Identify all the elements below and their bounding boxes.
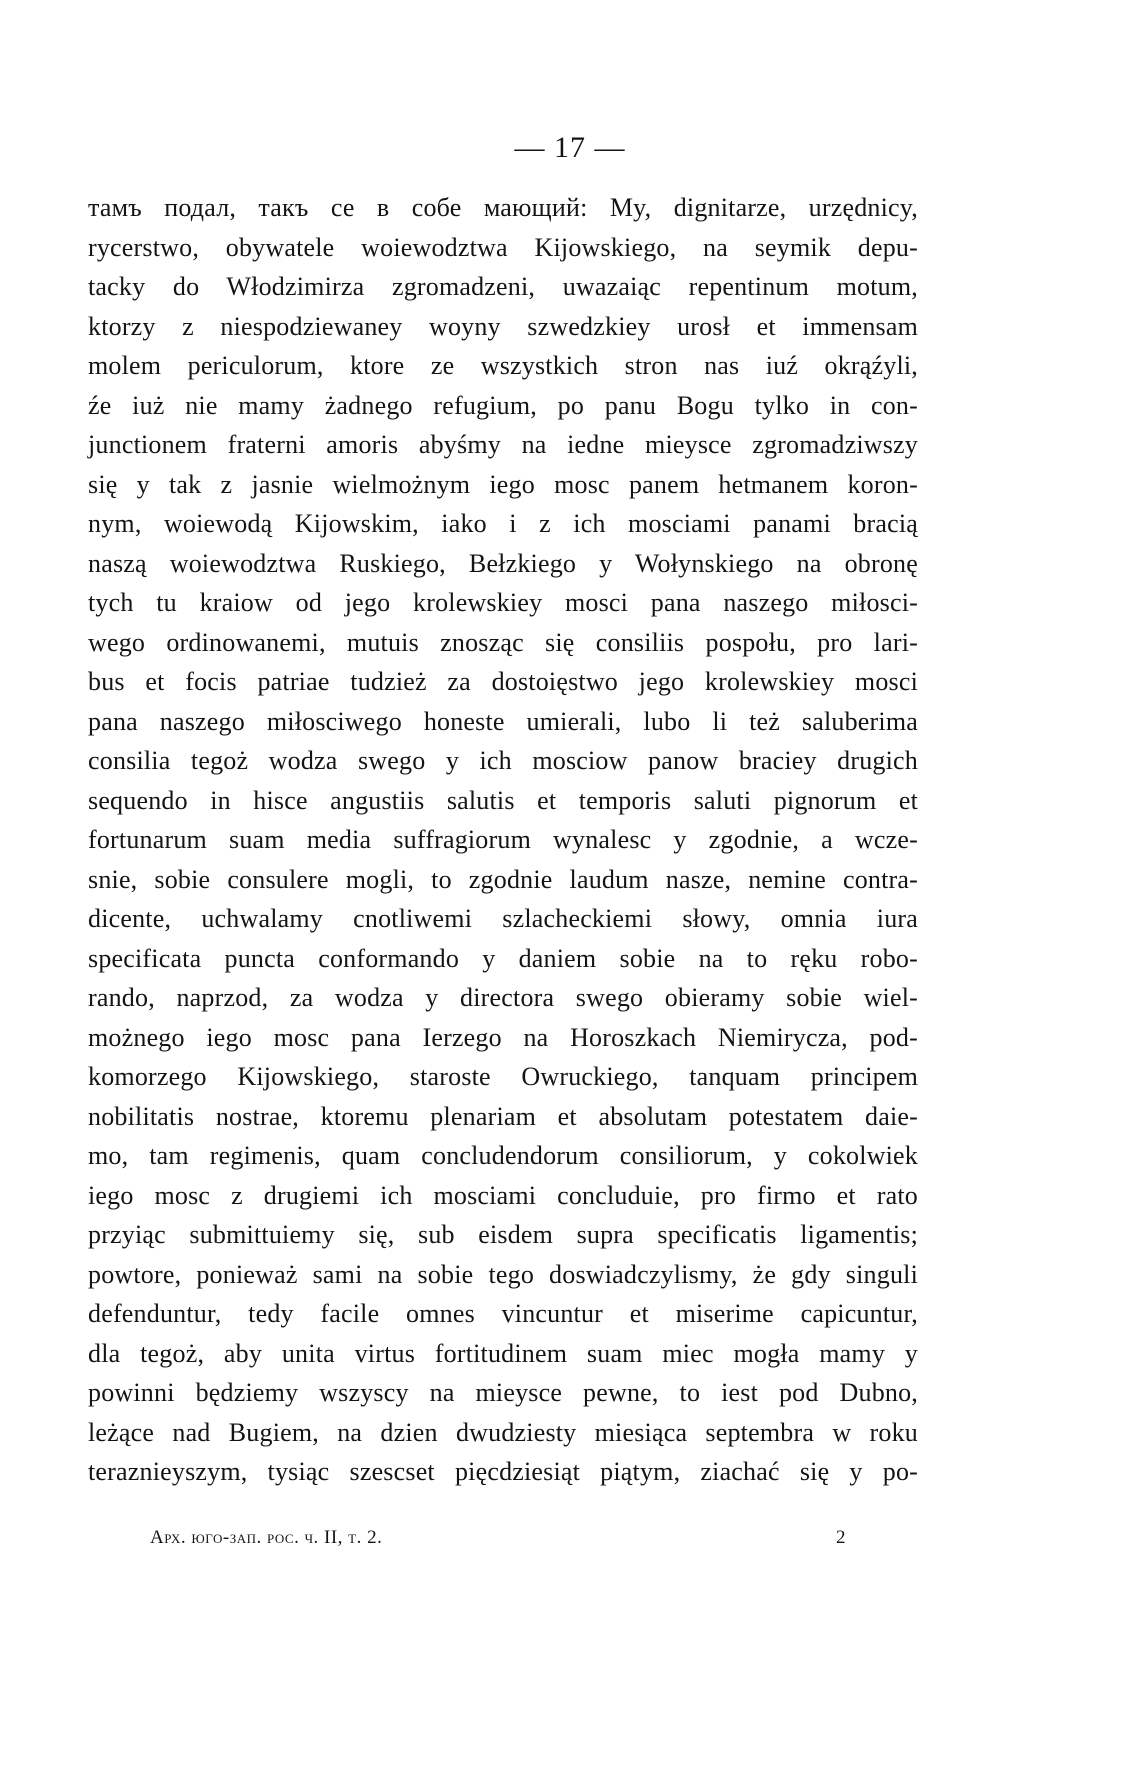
text-line-12: wego ordinowanemi, mutuis znosząc się consiliis pospołu, pro lari- [88,627,918,657]
text-line-19: dicente, uchwalamy cnotliwemi szlacheckiemi słowy, omnia iura [88,904,918,933]
text-line-14: pana naszego miłosciwego honeste umierali, lubo li też saluberima [88,706,918,736]
text-line-2: rycerstwo, obywatele woiewodztwa Kijowskiego, na seymik depu- [88,232,918,262]
text-line-7: junctionem fraterni amoris abyśmy na iedne mieysce zgromadziwszy [88,430,918,459]
page-number: — 17 — [514,131,626,164]
printer-signature: Арх. юго-зап. рос. ч. II, т. 2. [150,1527,383,1548]
text-line-27: przyiąc submittuiemy się, sub eisdem supra specificatis ligamentis; [88,1220,918,1249]
text-line-21: rando, naprzod, za wodza y directora swego obieramy sobie wiel- [88,983,918,1012]
text-line-11: tych tu kraiow od jego krolewskiey mosci pana naszego miłosci- [88,588,918,617]
text-line-30: dla tegoż, aby unita virtus fortitudinem suam miec mogła mamy y [88,1338,918,1368]
text-line-17: fortunarum suam media suffragiorum wynalesc y zgodnie, a wcze- [88,825,918,854]
text-line-22: możnego iego mosc pana Ierzego na Horoszkach Niemirycza, pod- [88,1022,918,1052]
text-line-23: komorzego Kijowskiego, staroste Owruckiego, tanquam principem [88,1062,918,1091]
text-line-25: mo, tam regimenis, quam concludendorum consiliorum, y cokolwiek [88,1141,918,1170]
text-line-16: sequendo in hisce angustiis salutis et temporis saluti pignorum et [88,785,918,815]
text-line-32: leżące nad Bugiem, na dzien dwudziesty miesiąca septembra w roku [88,1417,918,1447]
text-line-31: powinni będziemy wszyscy na mieysce pewne, to iest pod Dubno, [88,1378,918,1407]
sheet-number: 2 [836,1527,846,1548]
text-line-3: tacky do Włodzimirza zgromadzeni, uwazaiąc repentinum motum, [88,272,918,301]
text-line-5: molem periculorum, ktore ze wszystkich stron nas iuź okrąźyli, [88,351,918,380]
text-line-8: się y tak z jasnie wielmożnym iego mosc panem hetmanem koron- [88,469,918,499]
text-line-18: snie, sobie consulere mogli, to zgodnie laudum nasze, nemine contra- [88,864,918,894]
text-line-1: тамъ подал, такъ се в собе мающий: My, dignitarze, urzędnicy, [88,193,918,222]
text-line-15: consilia tegoż wodza swego y ich mosciow panow braciey drugich [88,746,918,775]
page-footer [150,1522,850,1554]
text-line-4: ktorzy z niespodziewaney woyny szwedzkiey urosł et immensam [88,311,918,341]
text-line-26: iego mosc z drugiemi ich mosciami concluduie, pro firmo et rato [88,1180,918,1210]
text-line-29: defenduntur, tedy facile omnes vincuntur et miserime capicuntur, [88,1299,918,1328]
text-line-13: bus et focis patriae tudzież za dostoięstwo jego krolewskiey mosci [88,667,918,696]
text-line-6: źe iuż nie mamy żadnego refugium, po panu Bogu tylko in con- [88,390,918,420]
text-line-28: powtore, ponieważ sami na sobie tego doswiadczylismy, że gdy singuli [88,1259,918,1289]
text-line-24: nobilitatis nostrae, ktoremu plenariam et absolutam potestatem daie- [88,1101,918,1131]
body-text [88,188,918,1492]
text-line-33: teraznieyszym, tysiąc szescset pięcdziesiąt piątym, ziachać się y po- [88,1457,918,1486]
text-line-10: naszą woiewodztwa Ruskiego, Bełzkiego y Wołynskiego na obronę [88,548,918,578]
text-line-20: specificata puncta conformando y daniem sobie na to ręku robo- [88,943,918,973]
text-line-9: nym, woiewodą Kijowskim, iako i z ich mosciami panami bracią [88,509,918,538]
